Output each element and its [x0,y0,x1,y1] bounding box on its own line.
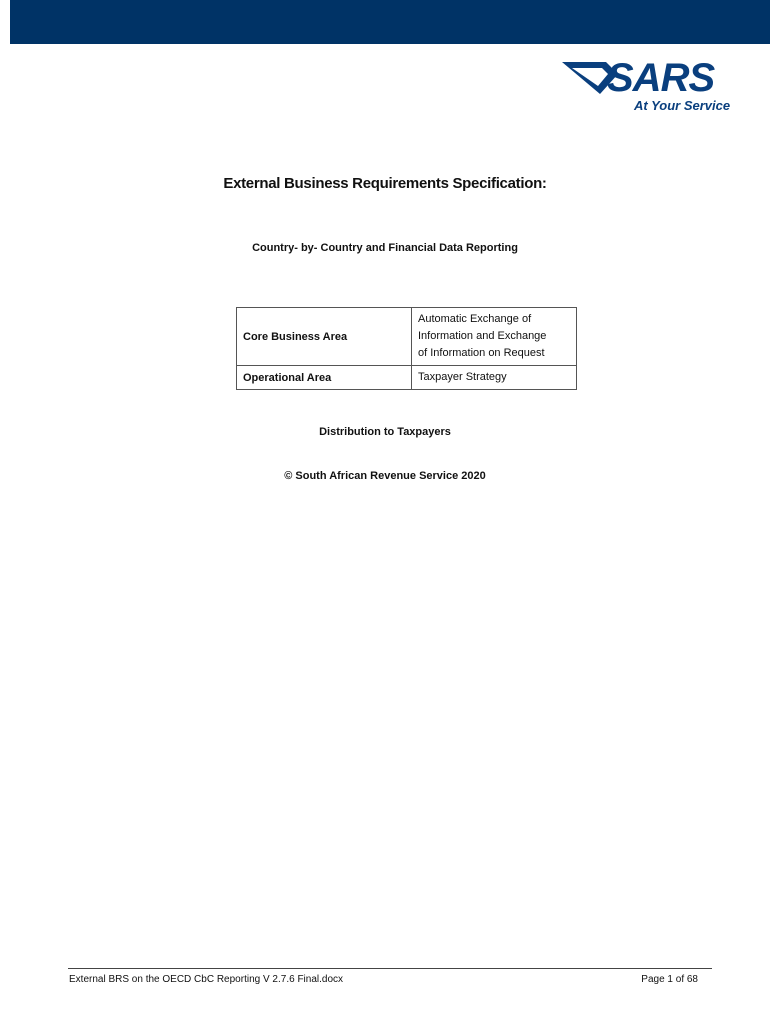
value-line: Information and Exchange [418,330,547,342]
footer-page-number: Page 1 of 68 [641,974,698,985]
row-value [412,308,577,366]
row-label: Operational Area [237,366,412,390]
value-line: Taxpayer Strategy [418,371,507,383]
info-table [236,307,577,390]
table-row [237,366,577,390]
document-subtitle: Country- by- Country and Financial Data Reporting [252,242,518,254]
value-line: of Information on Request [418,347,545,359]
header-banner [10,0,770,44]
value-line: Automatic Exchange of [418,313,532,325]
row-label: Core Business Area [237,308,412,366]
copyright-note: © South African Revenue Service 2020 [284,470,486,482]
footer-filename: External BRS on the OECD CbC Reporting V 2.7.6 Final.docx [69,974,344,985]
table-row [237,308,577,366]
footer-divider [68,968,712,969]
document-title: External Business Requirements Specification: [223,175,547,192]
logo-tagline: At Your Service [634,98,731,113]
row-value [412,366,577,390]
logo-wordmark: SARS [607,56,715,100]
distribution-note: Distribution to Taxpayers [319,426,451,438]
sars-logo [562,58,747,116]
